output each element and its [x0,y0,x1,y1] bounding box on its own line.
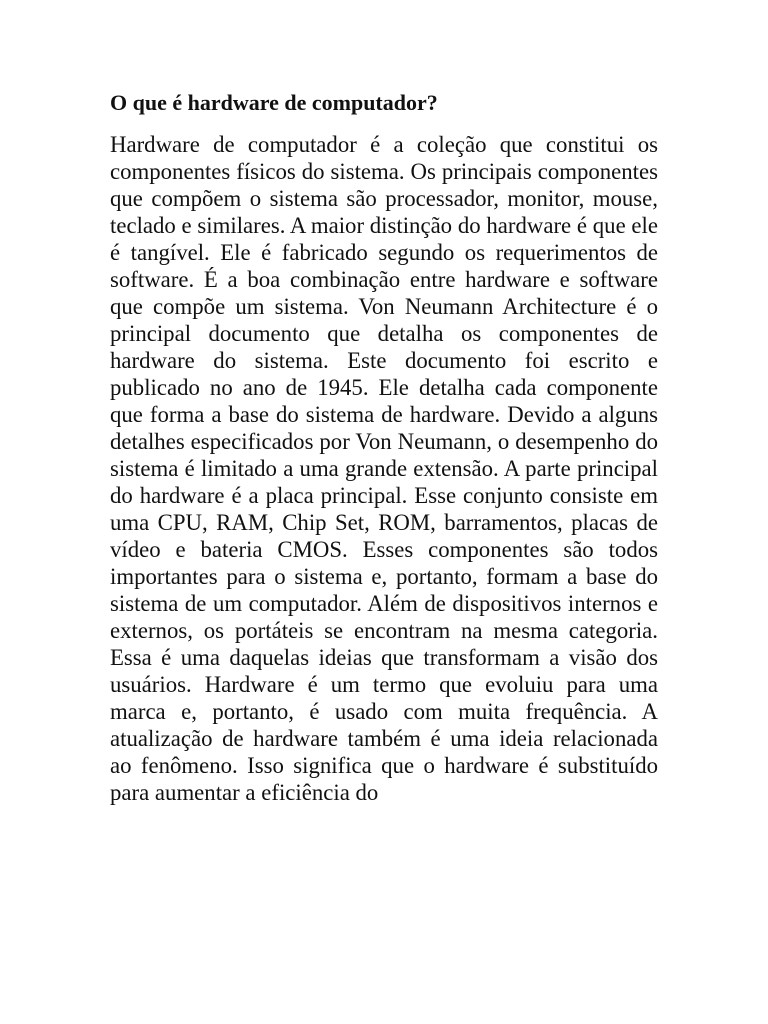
document-body-paragraph: Hardware de computador é a coleção que constitui os componentes físicos do sistema. Os principais componentes que compõem o sistema são processador, monitor, mouse, teclado e similares. A maior distinção do hardware é que ele é tangível. Ele é fabricado segundo os requerimentos de software. É a boa combinação entre hardware e software que compõe um sistema. Von Neumann Architecture é o principal documento que detalha os componentes de hardware do sistema. Este documento foi escrito e publicado no ano de 1945. Ele detalha cada componente que forma a base do sistema de hardware. Devido a alguns detalhes especificados por Von Neumann, o desempenho do sistema é limitado a uma grande extensão. A parte principal do hardware é a placa principal. Esse conjunto consiste em uma CPU, RAM, Chip Set, ROM, barramentos, placas de vídeo e bateria CMOS. Esses componentes são todos importantes para o sistema e, portanto, formam a base do sistema de um computador. Além de dispositivos internos e externos, os portáteis se encontram na mesma categoria. Essa é uma daquelas ideias que transformam a visão dos usuários. Hardware é um termo que evoluiu para uma marca e, portanto, é usado com muita frequência. A atualização de hardware também é uma ideia relacionada ao fenômeno. Isso significa que o hardware é substituído para aumentar a eficiência do [110,132,658,805]
document-content [110,88,658,806]
document-title: O que é hardware de computador? [110,90,438,115]
